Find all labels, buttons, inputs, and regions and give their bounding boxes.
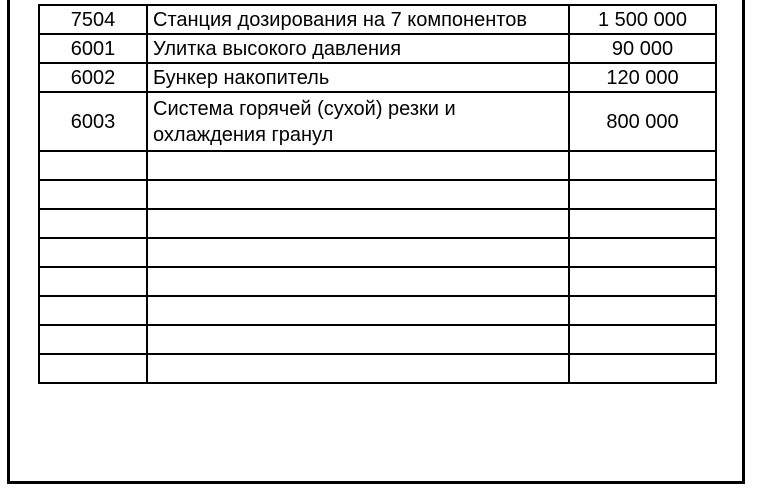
table-row xyxy=(39,325,716,354)
table-row xyxy=(39,63,716,92)
item-name-cell: Улитка высокого давления xyxy=(147,34,569,63)
item-price-cell xyxy=(569,267,716,296)
item-price-cell: 1 500 000 xyxy=(569,5,716,34)
item-code-cell xyxy=(39,296,147,325)
item-price-cell xyxy=(569,151,716,180)
item-name-cell xyxy=(147,325,569,354)
item-name-cell xyxy=(147,209,569,238)
item-code-cell xyxy=(39,151,147,180)
item-code-cell: 6001 xyxy=(39,34,147,63)
page-frame-bottom xyxy=(7,481,745,484)
item-code-cell xyxy=(39,209,147,238)
item-price-cell: 120 000 xyxy=(569,63,716,92)
item-name-cell xyxy=(147,267,569,296)
table-row xyxy=(39,180,716,209)
table-row xyxy=(39,238,716,267)
item-name-cell xyxy=(147,296,569,325)
table-row xyxy=(39,151,716,180)
item-name-cell xyxy=(147,151,569,180)
table-row xyxy=(39,209,716,238)
item-code-cell xyxy=(39,238,147,267)
item-price-cell: 800 000 xyxy=(569,92,716,151)
table-row xyxy=(39,296,716,325)
item-price-cell: 90 000 xyxy=(569,34,716,63)
item-name-cell: Система горячей (сухой) резки и охлаждения гранул xyxy=(147,92,569,151)
page-frame-right xyxy=(742,0,745,484)
item-price-cell xyxy=(569,180,716,209)
item-name-cell: Бункер накопитель xyxy=(147,63,569,92)
item-code-cell xyxy=(39,267,147,296)
item-code-cell xyxy=(39,325,147,354)
table-row xyxy=(39,267,716,296)
item-price-cell xyxy=(569,296,716,325)
item-name-cell xyxy=(147,354,569,383)
item-code-cell: 6002 xyxy=(39,63,147,92)
item-name-cell xyxy=(147,238,569,267)
page-frame-left xyxy=(7,0,10,484)
item-price-cell xyxy=(569,209,716,238)
item-name-cell xyxy=(147,180,569,209)
item-price-cell xyxy=(569,354,716,383)
price-table xyxy=(38,4,717,384)
table-row xyxy=(39,354,716,383)
table-row xyxy=(39,5,716,34)
item-name-cell: Станция дозирования на 7 компонентов xyxy=(147,5,569,34)
item-price-cell xyxy=(569,238,716,267)
item-code-cell xyxy=(39,354,147,383)
item-price-cell xyxy=(569,325,716,354)
item-code-cell: 6003 xyxy=(39,92,147,151)
table-row xyxy=(39,92,716,151)
table-row xyxy=(39,34,716,63)
item-code-cell: 7504 xyxy=(39,5,147,34)
item-code-cell xyxy=(39,180,147,209)
